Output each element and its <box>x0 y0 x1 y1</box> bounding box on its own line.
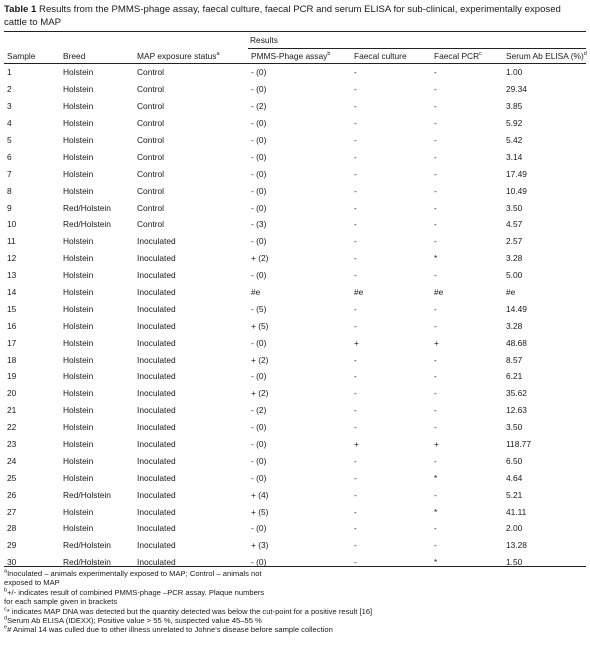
phage-cell: - (0) <box>251 236 267 247</box>
footnote-marker: a <box>4 568 8 575</box>
culture-cell: - <box>354 185 357 196</box>
pcr-cell: - <box>434 219 437 230</box>
exposure-cell: Inoculated <box>137 270 176 281</box>
exposure-cell: Inoculated <box>137 388 176 399</box>
elisa-cell: 48.68 <box>506 337 527 348</box>
table-row <box>4 402 589 419</box>
exposure-cell: Inoculated <box>137 523 176 534</box>
culture-cell: - <box>354 354 357 365</box>
table-label: Table 1 <box>4 4 37 15</box>
sample-cell: 10 <box>7 219 17 230</box>
breed-cell: Holstein <box>63 101 94 112</box>
elisa-cell: #e <box>506 287 516 298</box>
breed-cell: Holstein <box>63 303 94 314</box>
pcr-cell: - <box>434 118 437 129</box>
sample-cell: 9 <box>7 202 12 213</box>
col-header-phage: PMMS-Phage assay$^b$ <box>251 51 331 61</box>
culture-cell: - <box>354 540 357 551</box>
breed-cell: Holstein <box>63 84 94 95</box>
table-row <box>4 165 589 182</box>
footnote <box>4 588 586 597</box>
exposure-cell: Control <box>137 135 164 145</box>
culture-cell: - <box>354 168 357 179</box>
pcr-cell: - <box>434 151 437 162</box>
culture-cell: - <box>354 118 357 129</box>
phage-cell: - (0) <box>251 151 267 162</box>
elisa-cell: 35.62 <box>506 388 527 399</box>
col-header-culture: Faecal culture <box>354 51 407 61</box>
table-row <box>4 300 589 317</box>
col-header-elisa: Serum Ab ELISA (%)$^d$ <box>506 51 587 61</box>
sample-cell: 15 <box>7 303 17 314</box>
breed-cell: Holstein <box>63 523 94 534</box>
breed-cell: Holstein <box>63 388 94 399</box>
sample-cell: 27 <box>7 506 17 517</box>
col-header-sample: Sample <box>7 51 36 61</box>
table-row <box>4 503 589 520</box>
phage-cell: - (0) <box>251 337 267 348</box>
footnote <box>4 607 586 616</box>
table-row <box>4 98 589 115</box>
sample-cell: 6 <box>7 151 12 162</box>
sample-cell: 24 <box>7 455 17 466</box>
elisa-cell: 10.49 <box>506 185 527 196</box>
footnote <box>4 578 586 587</box>
sample-cell: 29 <box>7 540 17 551</box>
phage-cell: - (0) <box>251 472 267 483</box>
table-row <box>4 216 589 233</box>
phage-cell: + (2) <box>251 253 269 264</box>
sample-cell: 7 <box>7 168 12 179</box>
footnote <box>4 569 586 578</box>
top-rule <box>4 31 586 32</box>
phage-cell: - (0) <box>251 168 267 179</box>
phage-cell: - (0) <box>251 439 267 450</box>
footnote-text: Serum Ab ELISA (IDEXX); Positive value > 55 %, suspected value 45–55 % <box>7 616 262 626</box>
elisa-cell: 5.92 <box>506 118 523 129</box>
sample-cell: 11 <box>7 236 16 247</box>
breed-cell: Holstein <box>63 270 94 281</box>
phage-cell: - (0) <box>251 523 267 534</box>
exposure-cell: Inoculated <box>137 236 176 247</box>
elisa-cell: 3.28 <box>506 320 523 331</box>
elisa-cell: 5.42 <box>506 135 523 145</box>
exposure-cell: Inoculated <box>137 439 176 450</box>
exposure-cell: Inoculated <box>137 540 176 551</box>
culture-cell: - <box>354 270 357 281</box>
breed-cell: Holstein <box>63 287 94 298</box>
elisa-cell: 4.64 <box>506 472 523 483</box>
elisa-cell: 5.00 <box>506 270 523 281</box>
breed-cell: Holstein <box>63 455 94 466</box>
col-header-breed: Breed <box>63 51 86 61</box>
table-row <box>4 132 589 149</box>
table-row <box>4 115 589 132</box>
table-row <box>4 334 589 351</box>
breed-cell: Holstein <box>63 320 94 331</box>
pcr-cell: - <box>434 422 437 433</box>
sample-cell: 16 <box>7 320 17 331</box>
breed-cell: Holstein <box>63 354 94 365</box>
phage-cell: + (5) <box>251 506 269 517</box>
table-row <box>4 182 589 199</box>
table-row <box>4 267 589 284</box>
breed-cell: Holstein <box>63 236 94 247</box>
elisa-cell: 4.57 <box>506 219 523 230</box>
phage-cell: + (4) <box>251 489 269 500</box>
table-row <box>4 436 589 453</box>
exposure-cell: Inoculated <box>137 472 176 483</box>
phage-cell: - (0) <box>251 135 267 145</box>
breed-cell: Holstein <box>63 135 94 145</box>
culture-cell: + <box>354 337 359 348</box>
phage-cell: - (0) <box>251 84 267 95</box>
sample-cell: 26 <box>7 489 17 500</box>
footnote-text: +/- indicates result of combined PMMS-phage –PCR assay. Plaque numbers <box>7 587 265 597</box>
pcr-cell: - <box>434 388 437 399</box>
bottom-rule <box>4 566 586 567</box>
footnote-text: Inoculated – animals experimentally exposed to MAP; Control – animals not <box>7 569 262 578</box>
results-group-rule <box>248 48 586 49</box>
culture-cell: - <box>354 455 357 466</box>
footnote-marker: d <box>4 615 8 622</box>
sample-cell: 19 <box>7 371 17 382</box>
exposure-cell: Inoculated <box>137 354 176 365</box>
pcr-cell: #e <box>434 287 444 298</box>
elisa-cell: 3.85 <box>506 101 523 112</box>
table-row <box>4 486 589 503</box>
breed-cell: Holstein <box>63 253 94 264</box>
exposure-cell: Inoculated <box>137 422 176 433</box>
footnotes <box>4 569 586 635</box>
sample-cell: 23 <box>7 439 17 450</box>
elisa-cell: 6.50 <box>506 455 523 466</box>
footnote <box>4 597 586 606</box>
culture-cell: - <box>354 371 357 382</box>
phage-cell: - (0) <box>251 202 267 213</box>
phage-cell: - (0) <box>251 185 267 196</box>
exposure-cell: Inoculated <box>137 557 176 568</box>
elisa-cell: 41.11 <box>506 506 527 517</box>
sample-cell: 13 <box>7 270 17 281</box>
phage-cell: - (0) <box>251 422 267 433</box>
culture-cell: - <box>354 67 357 78</box>
table-caption <box>4 3 584 29</box>
culture-cell: - <box>354 489 357 500</box>
footnote-marker: b <box>4 587 8 594</box>
elisa-cell: 1.00 <box>506 67 523 78</box>
breed-cell: Red/Holstein <box>63 489 111 500</box>
pcr-cell: - <box>434 320 437 331</box>
pcr-cell: + <box>434 337 439 348</box>
phage-cell: - (2) <box>251 101 267 112</box>
table-row <box>4 520 589 537</box>
exposure-cell: Control <box>137 185 164 196</box>
pcr-cell: - <box>434 405 437 416</box>
pcr-cell: - <box>434 185 437 196</box>
culture-cell: - <box>354 236 357 247</box>
phage-cell: + (2) <box>251 388 269 399</box>
elisa-cell: 17.49 <box>506 168 527 179</box>
elisa-cell: 12.63 <box>506 405 527 416</box>
exposure-cell: Control <box>137 101 164 112</box>
footnote-marker: c <box>4 606 7 613</box>
exposure-cell: Control <box>137 219 164 230</box>
breed-cell: Holstein <box>63 371 94 382</box>
col-header-pcr: Faecal PCR$^c$ <box>434 51 482 61</box>
exposure-cell: Control <box>137 202 164 213</box>
footnote-text: # Animal 14 was culled due to other illness unrelated to Johne’s disease before sample collection <box>7 625 333 635</box>
culture-cell: - <box>354 523 357 534</box>
phage-cell: + (5) <box>251 320 269 331</box>
culture-cell: - <box>354 84 357 95</box>
table-row <box>4 368 589 385</box>
pcr-cell: - <box>434 371 437 382</box>
breed-cell: Holstein <box>63 422 94 433</box>
table-row <box>4 537 589 554</box>
pcr-cell: - <box>434 67 437 78</box>
pcr-cell: + <box>434 439 439 450</box>
phage-cell: - (0) <box>251 67 267 78</box>
sample-cell: 3 <box>7 101 12 112</box>
sample-cell: 4 <box>7 118 12 129</box>
table-row <box>4 81 589 98</box>
phage-cell: - (2) <box>251 405 267 416</box>
breed-cell: Red/Holstein <box>63 540 111 551</box>
elisa-cell: 3.50 <box>506 422 523 433</box>
sample-cell: 30 <box>7 557 17 568</box>
phage-cell: - (0) <box>251 118 267 129</box>
sample-cell: 1 <box>7 67 12 78</box>
sample-cell: 17 <box>7 337 17 348</box>
elisa-cell: 2.57 <box>506 236 523 247</box>
pcr-cell: - <box>434 354 437 365</box>
sample-cell: 21 <box>7 405 17 416</box>
breed-cell: Holstein <box>63 151 94 162</box>
elisa-cell: 3.28 <box>506 253 523 264</box>
elisa-cell: 8.57 <box>506 354 523 365</box>
exposure-cell: Inoculated <box>137 489 176 500</box>
phage-cell: - (3) <box>251 219 267 230</box>
exposure-cell: Control <box>137 84 164 95</box>
exposure-cell: Inoculated <box>137 371 176 382</box>
culture-cell: - <box>354 388 357 399</box>
exposure-cell: Control <box>137 118 164 129</box>
breed-cell: Holstein <box>63 168 94 179</box>
pcr-cell: - <box>434 202 437 213</box>
pcr-cell: - <box>434 101 437 112</box>
culture-cell: + <box>354 439 359 450</box>
pcr-cell: - <box>434 135 437 145</box>
breed-cell: Holstein <box>63 439 94 450</box>
elisa-cell: 13.28 <box>506 540 527 551</box>
pcr-cell: - <box>434 303 437 314</box>
elisa-cell: 5.21 <box>506 489 523 500</box>
breed-cell: Red/Holstein <box>63 557 111 568</box>
elisa-cell: 14.49 <box>506 303 527 314</box>
elisa-cell: 1.50 <box>506 557 523 568</box>
elisa-cell: 6.21 <box>506 371 523 382</box>
sample-cell: 20 <box>7 388 17 399</box>
culture-cell: #e <box>354 287 364 298</box>
elisa-cell: 29.34 <box>506 84 527 95</box>
culture-cell: - <box>354 557 357 568</box>
pcr-cell: * <box>434 506 438 517</box>
sample-cell: 22 <box>7 422 17 433</box>
pcr-cell: * <box>434 557 438 568</box>
exposure-cell: Inoculated <box>137 287 176 298</box>
exposure-cell: Inoculated <box>137 455 176 466</box>
elisa-cell: 2.00 <box>506 523 523 534</box>
pcr-cell: - <box>434 455 437 466</box>
culture-cell: - <box>354 320 357 331</box>
breed-cell: Holstein <box>63 472 94 483</box>
table-row <box>4 317 589 334</box>
phage-cell: + (3) <box>251 540 269 551</box>
sample-cell: 8 <box>7 185 12 196</box>
table-row <box>4 452 589 469</box>
results-table <box>4 64 589 571</box>
footnote-text: for each sample given in brackets <box>4 597 118 607</box>
table-row <box>4 385 589 402</box>
table-row <box>4 351 589 368</box>
phage-cell: + (2) <box>251 354 269 365</box>
pcr-cell: - <box>434 84 437 95</box>
col-header-exposure: MAP exposure status$^a$ <box>137 51 220 61</box>
sample-cell: 12 <box>7 253 17 264</box>
sample-cell: 25 <box>7 472 17 483</box>
pcr-cell: * <box>434 253 438 264</box>
footnote <box>4 625 586 634</box>
table-title: Results from the PMMS-phage assay, faecal culture, faecal PCR and serum ELISA for sub-clinical, experimentally exposed cattle to MAP <box>4 4 561 28</box>
culture-cell: - <box>354 253 357 264</box>
pcr-cell: - <box>434 270 437 281</box>
culture-cell: - <box>354 151 357 162</box>
footnote-marker: e <box>4 624 8 631</box>
sample-cell: 18 <box>7 354 17 365</box>
breed-cell: Red/Holstein <box>63 219 111 230</box>
breed-cell: Holstein <box>63 118 94 129</box>
culture-cell: - <box>354 303 357 314</box>
exposure-cell: Inoculated <box>137 405 176 416</box>
culture-cell: - <box>354 422 357 433</box>
breed-cell: Holstein <box>63 67 94 78</box>
exposure-cell: Inoculated <box>137 253 176 264</box>
elisa-cell: 118.77 <box>506 439 531 450</box>
sample-cell: 28 <box>7 523 17 534</box>
breed-cell: Holstein <box>63 185 94 196</box>
pcr-cell: - <box>434 236 437 247</box>
table-row <box>4 148 589 165</box>
table-row <box>4 469 589 486</box>
breed-cell: Holstein <box>63 506 94 517</box>
phage-cell: - (0) <box>251 455 267 466</box>
culture-cell: - <box>354 101 357 112</box>
table-row <box>4 250 589 267</box>
exposure-cell: Inoculated <box>137 337 176 348</box>
phage-cell: - (5) <box>251 303 267 314</box>
footnote-text: * indicates MAP DNA was detected but the quantity detected was below the cut-point for a positive result [16] <box>6 606 373 616</box>
exposure-cell: Control <box>137 67 164 78</box>
phage-cell: - (0) <box>251 371 267 382</box>
exposure-cell: Control <box>137 168 164 179</box>
sample-cell: 2 <box>7 84 12 95</box>
sample-cell: 14 <box>7 287 17 298</box>
elisa-cell: 3.50 <box>506 202 523 213</box>
pcr-cell: - <box>434 540 437 551</box>
culture-cell: - <box>354 472 357 483</box>
exposure-cell: Inoculated <box>137 320 176 331</box>
footnote-text: exposed to MAP <box>4 578 60 588</box>
exposure-cell: Inoculated <box>137 303 176 314</box>
culture-cell: - <box>354 506 357 517</box>
breed-cell: Holstein <box>63 405 94 416</box>
sample-cell: 5 <box>7 135 12 145</box>
pcr-cell: - <box>434 168 437 179</box>
table-row <box>4 419 589 436</box>
exposure-cell: Control <box>137 151 164 162</box>
culture-cell: - <box>354 135 357 145</box>
phage-cell: - (0) <box>251 270 267 281</box>
breed-cell: Red/Holstein <box>63 202 111 213</box>
results-group-label: Results <box>250 35 278 45</box>
breed-cell: Holstein <box>63 337 94 348</box>
exposure-cell: Inoculated <box>137 506 176 517</box>
pcr-cell: - <box>434 523 437 534</box>
results-table-body <box>4 64 589 571</box>
elisa-cell: 3.14 <box>506 151 523 162</box>
culture-cell: - <box>354 219 357 230</box>
phage-cell: - (0) <box>251 557 267 568</box>
table-row <box>4 199 589 216</box>
table-row <box>4 64 589 81</box>
table-row <box>4 284 589 301</box>
culture-cell: - <box>354 405 357 416</box>
phage-cell: #e <box>251 287 261 298</box>
pcr-cell: * <box>434 472 438 483</box>
pcr-cell: - <box>434 489 437 500</box>
table-row <box>4 233 589 250</box>
culture-cell: - <box>354 202 357 213</box>
